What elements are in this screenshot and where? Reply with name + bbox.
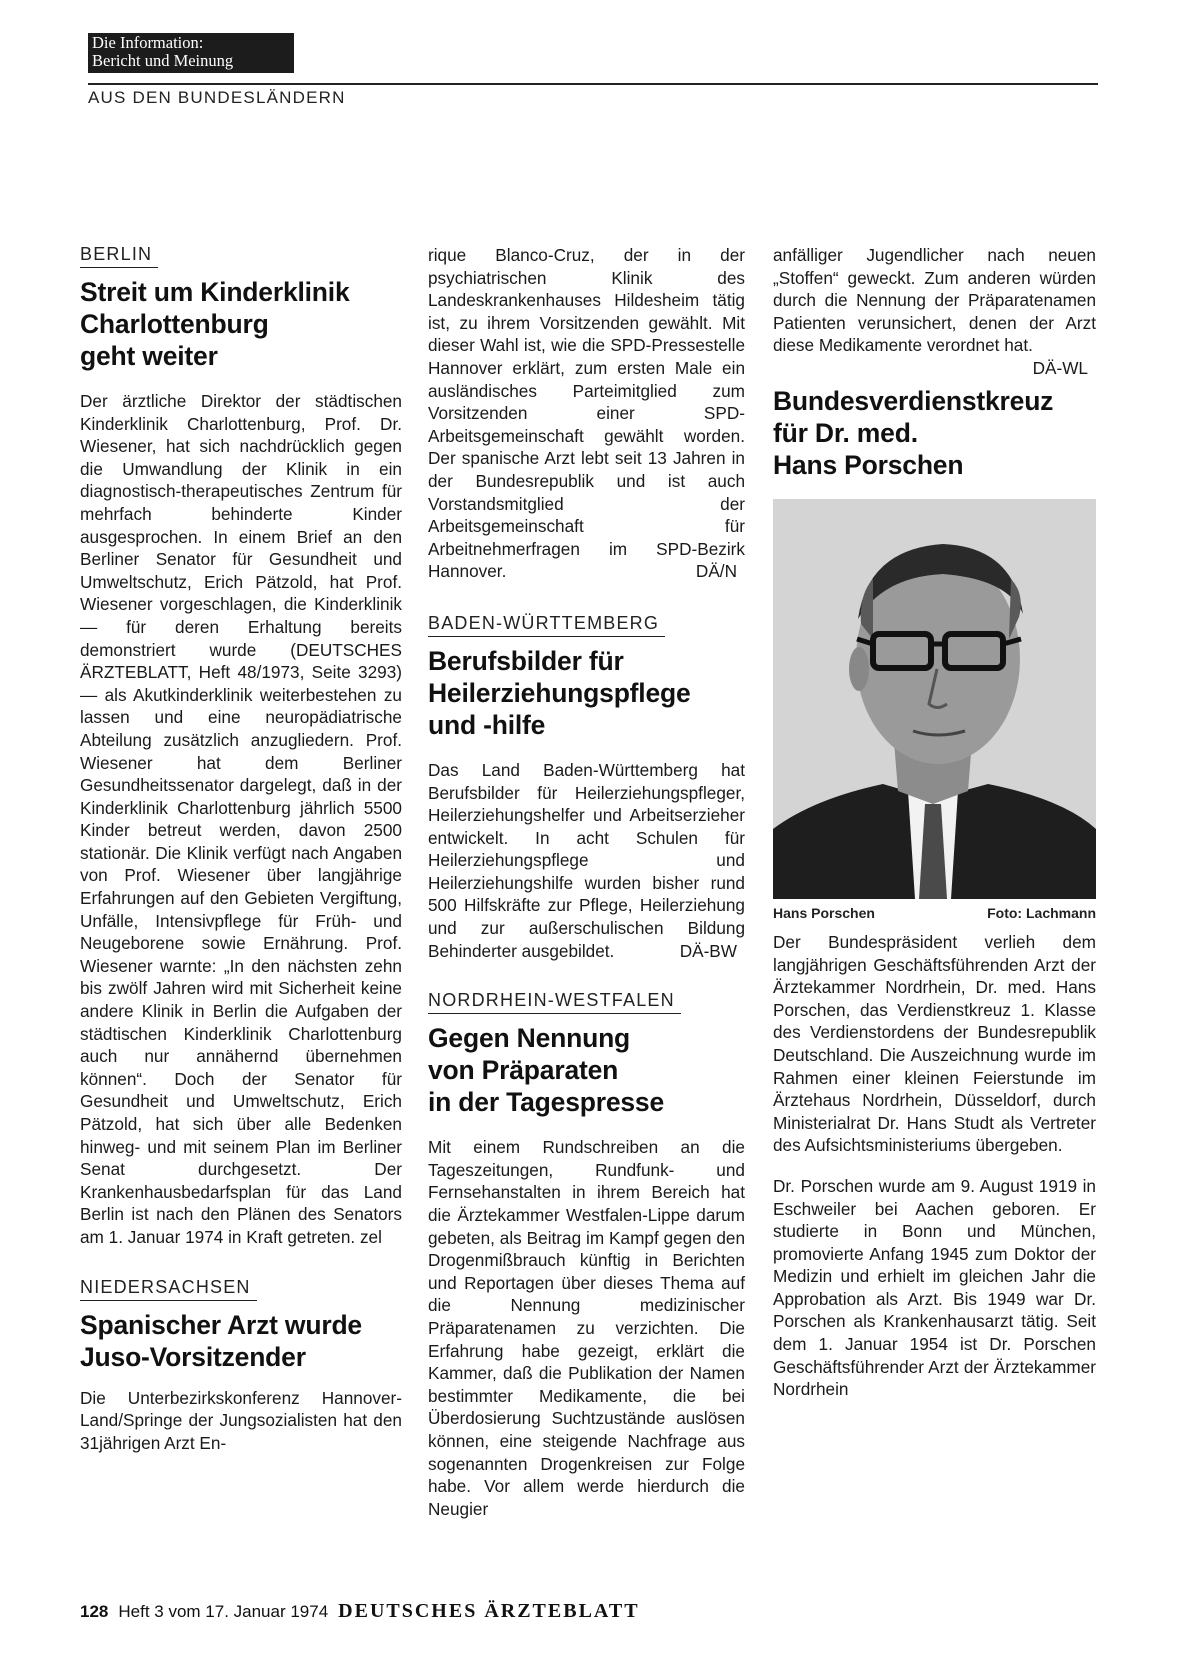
region-nrw: NORDRHEIN-WESTFALEN: [428, 990, 681, 1014]
article-text: Das Land Baden-Württemberg hat Berufsbilder für Heilerziehungspfleger, Heilerziehungshelfer und Arbeitserzieher entwickelt. In acht Schulen für Heilerziehungspflege und Heilerziehungshilfe wurden bisher rund 500 Hilfskräfte zur Pflege, Heilerziehung und zur außerschulischen Bildung Behinderter ausgebildet.: [428, 759, 745, 961]
article-body-porschen-1: Der Bundespräsident verlieh dem langjährigen Geschäftsführenden Arzt der Ärztekammer Nordrhein, Dr. med. Hans Porschen, das Verdienstkreuz 1. Klasse des Verdienstordens der Bundesrepublik Deutschland. Die Auszeichnung wurde im Rahmen einer kleinen Feierstunde im Ärztehaus Nordrhein, Düsseldorf, durch Ministerialrat Dr. Hans Studt als Vertreter des Aufsichtsministeriums übergeben.: [773, 931, 1096, 1156]
column-1: [80, 244, 402, 1454]
article-body-nrw-part2: [773, 244, 1096, 378]
article-text: anfälliger Jugendlicher nach neuen „Stoffen“ geweckt. Zum anderen würden durch die Nennung der Präparatenamen Patienten verunsichert, denen der Arzt diese Medikamente verordnet hat.: [773, 245, 1096, 356]
masthead: DEUTSCHES ÄRZTEBLATT: [338, 1600, 640, 1622]
headline-line: in der Tagespresse: [428, 1087, 664, 1118]
signature: DÄ/N: [695, 561, 737, 582]
column-3: [773, 244, 1096, 1401]
signature: DÄ-WL: [1032, 357, 1088, 378]
headline-line: für Dr. med.: [773, 417, 918, 448]
badge-line-2: Bericht und Meinung: [92, 51, 234, 70]
caption-credit: Foto: Lachmann: [987, 904, 1096, 921]
section-badge: [88, 33, 294, 73]
headline-line: Gegen Nennung: [428, 1023, 631, 1054]
signature: DÄ-BW: [679, 940, 737, 961]
article-text: Der ärztliche Direktor der städtischen Kinderklinik Charlottenburg, Prof. Dr. Wiesener, hat sich nachdrücklich gegen die Umwandlung der Klinik in ein diagnostisch-therapeutisches Zentrum für mehrfach behinderte Kinder ausgesprochen. In einem Brief an den Berliner Senator für Gesundheit und Umweltschutz, Erich Pätzold, hat Prof. Wiesener vorgeschlagen, die Kinderklinik — für deren Erhaltung bereits demonstriert wurde (DEUTSCHES ÄRZTEBLATT, Heft 48/1973, Seite 3293) — als Akutkinderklinik weiterbestehen zu lassen und eine neuropädiatrische Abteilung zusätzlich anzugliedern. Prof. Wiesener hat dem Berliner Gesundheitssenator dargelegt, daß in der Kinderklinik Charlottenburg jährlich 5500 Kinder betreut werden, davon 2500 stationär. Die Klinik verfügt nach Angaben von Prof. Wiesener über langjährige Erfahrungen auf den Gebieten Vergiftung, Unfälle, Intensivpflege für Früh- und Neugeborene sowie Ernährung. Prof. Wiesener warnte: „In den nächsten zehn bis zwölf Jahren wird mit Sicherheit keine andere Klinik in Berlin die Aufgaben der städtischen Kinderklinik Charlottenburg auch nur annähernd übernehmen können“. Doch der Senator für Gesundheit und Umweltschutz, Erich Pätzold, hat sich über alle Bedenken hinweg- und mit seinem Plan im Berliner Senat durchgesetzt. Der Krankenhausbedarfsplan für das Land Berlin ist nach den Plänen des Senators am 1. Januar 1974 in Kraft getreten.: [80, 391, 402, 1247]
headline-bw: [428, 645, 745, 741]
headline-line: Heilerziehungspflege: [428, 677, 691, 708]
article-body-nrw-part1: Mit einem Rundschreiben an die Tageszeitungen, Rundfunk- und Fernsehanstalten in ihrem Bereich hat die Ärztekammer Westfalen-Lippe darum gebeten, als Beitrag im Kampf gegen den Drogenmißbrauch künftig in Berichten und Reportagen über dieses Thema auf die Nennung medizinischer Präparatenamen zu verzichten. Die Erfahrung habe gezeigt, erklärt die Kammer, daß die Publikation der Namen bestimmter Medikamente, die bei Überdosierung Suchtzustände auslösen können, eine steigende Nachfrage aus sogenannten Drogenkreisen zur Folge habe. Vor allem werde hierdurch die Neugier: [428, 1137, 745, 1519]
region-bw: BADEN-WÜRTTEMBERG: [428, 613, 665, 637]
article-text: rique Blanco-Cruz, der in der psychiatrischen Klinik des Landeskrankenhauses Hildesheim tätig ist, zu ihrem Vorsitzenden gewählt. Mit dieser Wahl ist, wie die SPD-Pressestelle Hannover erklärt, zum ersten Male ein ausländisches Parteimitglied zum Vorsitzenden einer SPD-Arbeitsgemeinschaft gewählt worden. Der spanische Arzt lebt seit 13 Jahren in der Bundesrepublik und ist auch Vorstandsmitglied der Arbeitsgemeinschaft für Arbeitnehmerfragen im SPD-Bezirk Hannover.: [428, 245, 745, 582]
page-number: 128: [80, 1602, 109, 1621]
headline-line: Berufsbilder für: [428, 645, 624, 676]
headline-line: Charlottenburg: [80, 309, 269, 339]
column-2: [428, 244, 745, 1520]
headline-berlin: [80, 276, 402, 372]
section-kicker: AUS DEN BUNDESLÄNDERN: [88, 88, 346, 107]
article-body-niedersachsen-part2: [428, 244, 745, 583]
top-rule: [88, 83, 1098, 85]
article-body-niedersachsen-part1: Die Unterbezirkskonferenz Hannover-Land/Springe der Jungsozialisten hat den 31jährigen Arzt En-: [80, 1387, 402, 1453]
headline-line: Spanischer Arzt wurde: [80, 1309, 362, 1340]
headline-niedersachsen: [80, 1309, 402, 1373]
badge-line-1: Die Information:: [92, 33, 204, 52]
headline-nrw: [428, 1022, 745, 1118]
article-body-porschen-2: Dr. Porschen wurde am 9. August 1919 in Eschweiler bei Aachen geboren. Er studierte in Bonn und München, promovierte Anfang 1945 zum Doktor der Medizin und erhielt im gleichen Jahr die Approbation als Arzt. Bis 1949 war Dr. Porschen als Krankenhausarzt tätig. Seit dem 1. Januar 1954 ist Dr. Porschen Geschäftsführender Arzt der Ärztekammer Nordrhein: [773, 1175, 1096, 1400]
page-footer: [80, 1600, 640, 1623]
portrait-photo: [773, 499, 1096, 899]
headline-line: von Präparaten: [428, 1055, 619, 1086]
headline-line: und -hilfe: [428, 709, 546, 740]
headline-line: Bundesverdienstkreuz: [773, 385, 1054, 416]
headline-porschen: [773, 385, 1096, 481]
headline-line: geht weiter: [80, 341, 218, 371]
caption-name: Hans Porschen: [773, 904, 875, 921]
article-body-bw: [428, 759, 745, 962]
headline-line: Streit um Kinderklinik: [80, 277, 350, 307]
region-niedersachsen: NIEDERSACHSEN: [80, 1277, 257, 1301]
issue-info: Heft 3 vom 17. Januar 1974: [118, 1602, 329, 1621]
article-body-berlin: [80, 390, 402, 1249]
region-berlin: BERLIN: [80, 244, 158, 268]
photo-caption: [773, 905, 1096, 921]
headline-line: Juso-Vorsitzender: [80, 1341, 306, 1372]
signature: zel: [359, 1226, 382, 1247]
headline-line: Hans Porschen: [773, 449, 964, 480]
